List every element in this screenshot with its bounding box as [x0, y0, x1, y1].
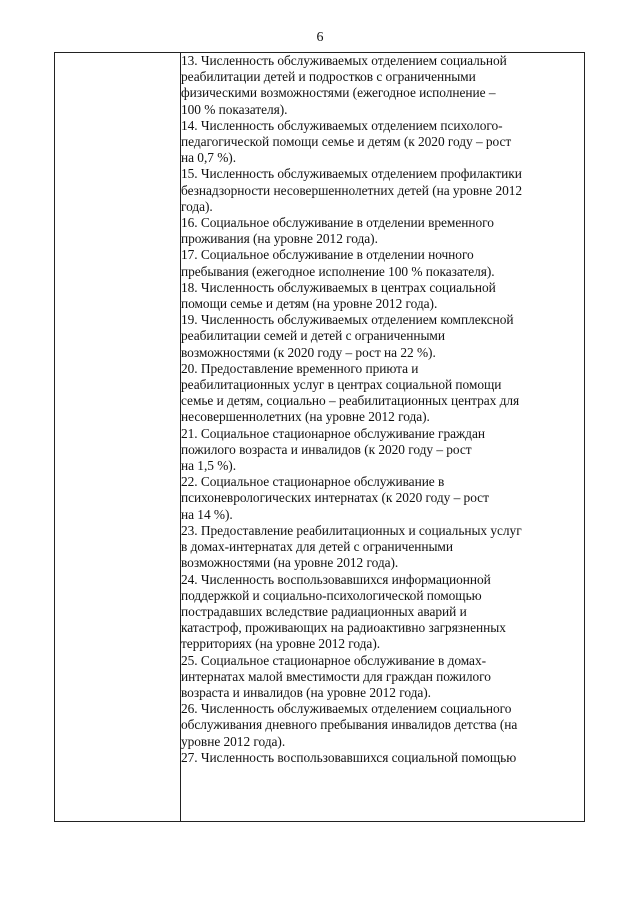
- indicator-line: 15. Численность обслуживаемых отделением профилактики: [181, 166, 522, 182]
- indicator-line: интернатах малой вместимости для граждан пожилого: [181, 668, 491, 684]
- indicator-line: 18. Численность обслуживаемых в центрах социальной: [181, 279, 496, 295]
- indicator-line: психоневрологических интернатах (к 2020 году – рост: [181, 490, 489, 506]
- indicator-item: [181, 312, 584, 361]
- indicator-line: уровне 2012 года).: [181, 733, 286, 749]
- indicator-line: на 14 %).: [181, 506, 233, 522]
- indicator-item: [181, 750, 584, 766]
- indicator-line: несовершеннолетних (на уровне 2012 года).: [181, 409, 430, 425]
- indicator-line: 20. Предоставление временного приюта и: [181, 360, 419, 376]
- indicator-line: пожилого возраста и инвалидов (к 2020 году – рост: [181, 441, 472, 457]
- page-number: 6: [316, 30, 324, 45]
- indicator-line: года).: [181, 198, 213, 214]
- indicator-line: семье и детям, социально – реабилитационных центрах для: [181, 393, 520, 409]
- indicator-line: возможностями (к 2020 году – рост на 22 %).: [181, 344, 436, 360]
- indicator-line: 19. Численность обслуживаемых отделением комплексной: [181, 312, 514, 328]
- indicator-line: возможностями (на уровне 2012 года).: [181, 555, 399, 571]
- indicator-line: катастроф, проживающих на радиоактивно загрязненных: [181, 620, 506, 636]
- indicator-item: [181, 426, 584, 475]
- indicator-line: 22. Социальное стационарное обслуживание в: [181, 474, 445, 490]
- indicator-item: [181, 215, 584, 247]
- indicator-line: 25. Социальное стационарное обслуживание в домах-: [181, 652, 486, 668]
- indicator-line: 14. Численность обслуживаемых отделением психолого-: [181, 117, 503, 133]
- indicator-line: пострадавших вследствие радиационных аварий и: [181, 603, 467, 619]
- indicator-line: 17. Социальное обслуживание в отделении ночного: [181, 247, 474, 263]
- indicator-line: 26. Численность обслуживаемых отделением социального: [181, 701, 512, 717]
- indicator-item: [181, 653, 584, 702]
- indicator-line: реабилитации детей и подростков с ограниченными: [181, 69, 476, 85]
- indicator-item: [181, 166, 584, 215]
- indicators-cell: [181, 53, 585, 822]
- indicator-line: 21. Социальное стационарное обслуживание граждан: [181, 425, 485, 441]
- indicator-line: возраста и инвалидов (на уровне 2012 года).: [181, 684, 431, 700]
- content-table: [54, 52, 585, 822]
- indicator-line: реабилитации семей и детей с ограниченными: [181, 328, 445, 344]
- indicator-item: [181, 247, 584, 279]
- indicator-line: проживания (на уровне 2012 года).: [181, 231, 378, 247]
- indicator-item: [181, 53, 584, 118]
- indicator-line: 24. Численность воспользовавшихся информационной: [181, 571, 491, 587]
- indicator-item: [181, 701, 584, 750]
- indicator-line: на 0,7 %).: [181, 150, 237, 166]
- indicator-line: 27. Численность воспользовавшихся социальной помощью: [181, 749, 517, 765]
- indicator-line: 16. Социальное обслуживание в отделении временного: [181, 215, 494, 231]
- indicator-item: [181, 572, 584, 653]
- indicator-line: в домах-интернатах для детей с ограниченными: [181, 539, 453, 555]
- indicator-line: поддержкой и социально-психологической помощью: [181, 587, 482, 603]
- indicator-line: территориях (на уровне 2012 года).: [181, 636, 381, 652]
- indicator-line: 23. Предоставление реабилитационных и социальных услуг: [181, 522, 522, 538]
- indicator-line: помощи семье и детям (на уровне 2012 года).: [181, 296, 438, 312]
- indicator-line: обслуживания дневного пребывания инвалидов детства (на: [181, 717, 518, 733]
- indicator-line: на 1,5 %).: [181, 458, 237, 474]
- indicator-item: [181, 474, 584, 523]
- table-row: [55, 53, 585, 822]
- indicator-item: [181, 523, 584, 572]
- indicator-line: 100 % показателя).: [181, 101, 288, 117]
- indicator-line: физическими возможностями (ежегодное исполнение –: [181, 85, 496, 101]
- empty-left-cell: [55, 53, 181, 822]
- indicator-line: реабилитационных услуг в центрах социальной помощи: [181, 377, 502, 393]
- indicator-list: [181, 53, 584, 766]
- indicator-line: педагогической помощи семье и детям (к 2020 году – рост: [181, 134, 512, 150]
- indicator-line: пребывания (ежегодное исполнение 100 % показателя).: [181, 263, 495, 279]
- indicator-item: [181, 280, 584, 312]
- indicator-line: безнадзорности несовершеннолетних детей (на уровне 2012: [181, 182, 523, 198]
- indicator-item: [181, 361, 584, 426]
- indicator-line: 13. Численность обслуживаемых отделением социальной: [181, 53, 507, 68]
- indicator-item: [181, 118, 584, 167]
